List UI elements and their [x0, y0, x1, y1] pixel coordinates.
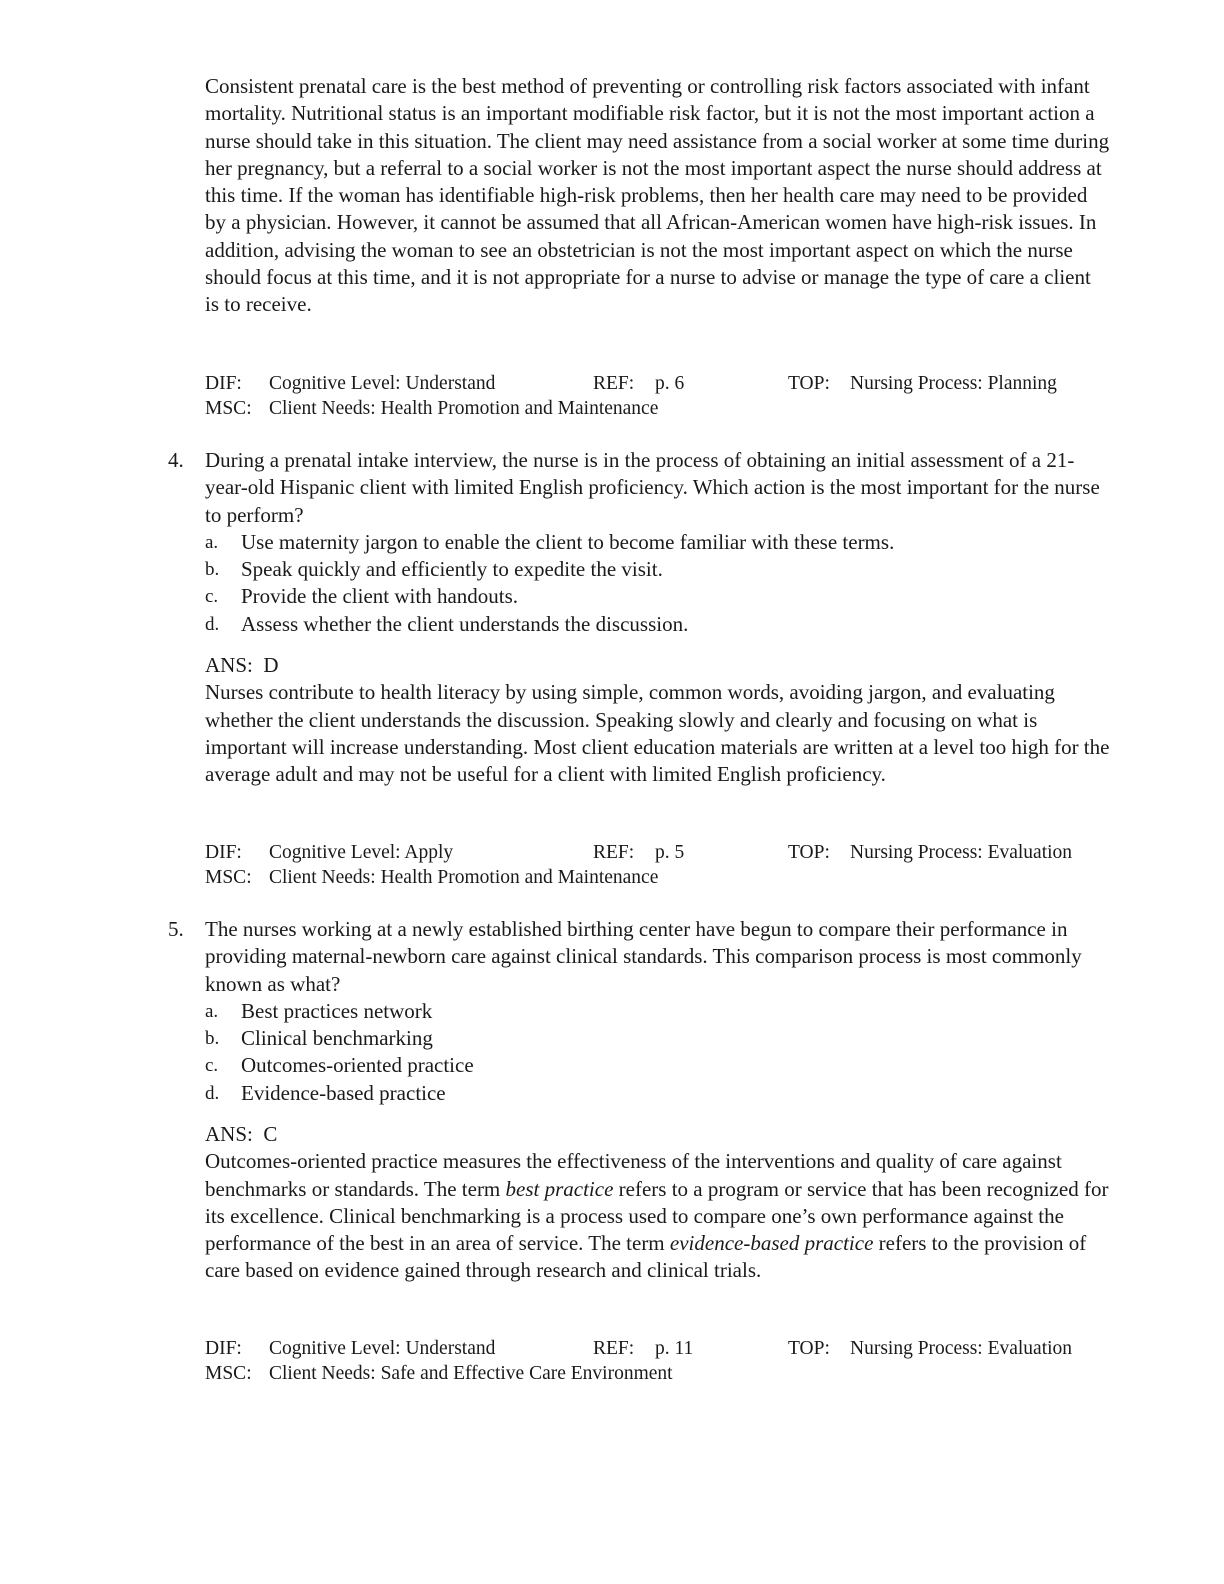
option-c: [205, 1052, 1110, 1079]
intro-meta-block: [205, 371, 1110, 421]
question-5: [168, 916, 1110, 1107]
option-d: [205, 1080, 1110, 1107]
option-b: [205, 556, 1110, 583]
ans-value: C: [263, 1122, 278, 1146]
meta-row-msc: [205, 865, 1110, 890]
top-label: TOP:: [788, 373, 830, 394]
option-letter: a.: [205, 531, 219, 553]
msc-value: Client Needs: Safe and Effective Care Environment: [269, 1363, 673, 1384]
msc-label: MSC:: [205, 398, 252, 419]
option-text: Assess whether the client understands the discussion.: [241, 611, 689, 636]
option-text: Use maternity jargon to enable the client to become familiar with these terms.: [241, 529, 895, 554]
option-letter: c.: [205, 1055, 219, 1077]
option-text: Best practices network: [241, 998, 433, 1023]
ref-label: REF:: [593, 373, 635, 394]
rationale-term-best-practice: best practice: [505, 1176, 614, 1201]
option-text: Clinical benchmarking: [241, 1026, 433, 1051]
option-letter: c.: [205, 586, 219, 608]
rationale-term-evidence-based: evidence-based practice: [669, 1231, 874, 1256]
option-letter: d.: [205, 613, 220, 635]
question-number: 5.: [168, 917, 184, 941]
option-a: [205, 998, 1110, 1025]
top-label: TOP:: [788, 1338, 830, 1359]
ref-label: REF:: [593, 1338, 635, 1359]
dif-value: Cognitive Level: Understand: [269, 373, 496, 394]
rationale-part: Outcomes-oriented practice measures the effectiveness of the interventions and quality of care against benchmarks or standards. The term: [205, 1149, 1062, 1201]
ans-label: ANS:: [205, 653, 253, 677]
ans-value: D: [263, 653, 279, 677]
intro-rationale-block: [205, 73, 1110, 319]
question-4: [168, 447, 1110, 638]
question-stem: The nurses working at a newly established birthing center have begun to compare their performance in providing maternal-newborn care against clinical standards. This comparison process is most commonly known as what?: [205, 917, 1082, 996]
dif-label: DIF:: [205, 842, 242, 863]
option-a: [205, 529, 1110, 556]
question-stem: During a prenatal intake interview, the nurse is in the process of obtaining an initial assessment of a 21-year-old Hispanic client with limited English proficiency. Which action is the most important for the nurse to perform?: [205, 448, 1100, 527]
top-label: TOP:: [788, 842, 830, 863]
msc-value: Client Needs: Health Promotion and Maintenance: [269, 398, 659, 419]
meta-row-dif: [205, 840, 1110, 865]
answer-block-4: [205, 652, 1110, 788]
msc-value: Client Needs: Health Promotion and Maintenance: [269, 867, 659, 888]
meta-row-dif: [205, 371, 1110, 396]
ans-label: ANS:: [205, 1122, 253, 1146]
option-text: Provide the client with handouts.: [241, 584, 519, 609]
answer-line: [205, 652, 1110, 679]
ref-value: p. 5: [655, 842, 685, 863]
meta-block-4: [205, 840, 1110, 890]
rationale-text: Nurses contribute to health literacy by using simple, common words, avoiding jargon, and evaluating whether the client understands the discussion. Speaking slowly and clearly and focusing on what is important will increase understanding. Most client education materials are written at a level too high for the average adult and may not be useful for a client with limited English proficiency.: [205, 680, 1110, 787]
top-value: Nursing Process: Evaluation: [850, 842, 1073, 863]
rationale-part: refers to the provision of care based on evidence gained through research and clinical trials.: [205, 1231, 1087, 1283]
meta-row-dif: [205, 1336, 1110, 1361]
rationale-text: Consistent prenatal care is the best method of preventing or controlling risk factors associated with infant mortality. Nutritional status is an important modifiable risk factor, but it is not the most important action a nurse should take in this situation. The client may need assistance from a social worker at some time during her pregnancy, but a referral to a social worker is not the most important aspect the nurse should address at this time. If the woman has identifiable high-risk problems, then her health care may need to be provided by a physician. However, it cannot be assumed that all African-American women have high-risk issues. In addition, advising the woman to see an obstetrician is not the most important aspect on which the nurse should focus at this time, and it is not appropriate for a nurse to advise or manage the type of care a client is to receive.: [205, 74, 1110, 317]
option-letter: d.: [205, 1082, 220, 1104]
ref-value: p. 11: [655, 1338, 694, 1359]
dif-value: Cognitive Level: Understand: [269, 1338, 496, 1359]
ref-value: p. 6: [655, 373, 685, 394]
msc-label: MSC:: [205, 867, 252, 888]
answer-options: [205, 529, 1110, 638]
option-text: Outcomes-oriented practice: [241, 1053, 474, 1078]
option-d: [205, 611, 1110, 638]
option-c: [205, 583, 1110, 610]
dif-label: DIF:: [205, 373, 242, 394]
option-letter: a.: [205, 1000, 219, 1022]
ref-label: REF:: [593, 842, 635, 863]
rationale-part: refers to a program or service that has been recognized for its excellence. Clinical benchmarking is a process used to compare one’s own performance against the performance of the best in an area of service. The term: [205, 1176, 1109, 1256]
option-letter: b.: [205, 559, 220, 581]
dif-value: Cognitive Level: Apply: [269, 842, 454, 863]
option-b: [205, 1025, 1110, 1052]
meta-row-msc: [205, 396, 1110, 421]
option-letter: b.: [205, 1028, 220, 1050]
dif-label: DIF:: [205, 1338, 242, 1359]
answer-options: [205, 998, 1110, 1107]
question-number: 4.: [168, 448, 184, 472]
top-value: Nursing Process: Planning: [850, 373, 1057, 394]
msc-label: MSC:: [205, 1363, 252, 1384]
answer-line: [205, 1121, 1110, 1148]
option-text: Speak quickly and efficiently to expedite the visit.: [241, 557, 663, 582]
rationale-text: [205, 1148, 1110, 1284]
top-value: Nursing Process: Evaluation: [850, 1338, 1073, 1359]
meta-row-msc: [205, 1361, 1110, 1386]
option-text: Evidence-based practice: [241, 1080, 446, 1105]
meta-block-5: [205, 1336, 1110, 1386]
answer-block-5: [205, 1121, 1110, 1285]
